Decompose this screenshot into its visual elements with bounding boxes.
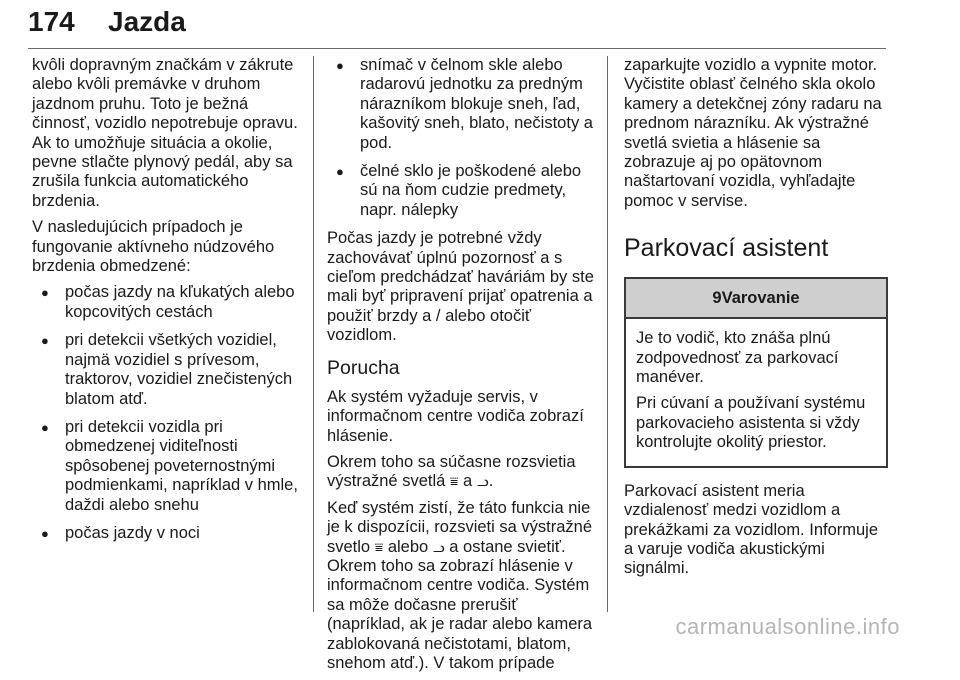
- watermark-bar: [0, 612, 960, 642]
- page-header: [28, 6, 888, 48]
- header-rule: [28, 48, 886, 49]
- paragraph: Parkovací asistent meria vzdialenosť medzi vozidlom a prekážkami za vozidlom. Informuje a varuje vodiča akustickými signálmi.: [624, 481, 879, 578]
- list-item: ● čelné sklo je poškodené alebo sú na ňom cudzie predmety, napr. nálepky: [327, 162, 599, 220]
- list-item: ● počas jazdy v noci: [32, 524, 300, 543]
- warning-icon: 9: [712, 289, 722, 308]
- collision-warning-icon: ⩸: [374, 538, 384, 555]
- watermark: carmanualsonline.info: [675, 614, 900, 639]
- paragraph: zaparkujte vozidlo a vypnite motor. Vyčistite oblasť čelného skla okolo kamery a detekčnej zóny radaru na prednom nárazníku. Ak výstražné svetlá svietia a hlásenie sa zobrazuje aj po opätovnom naštartovaní vozidla, vyhľadajte pomoc v servise.: [624, 56, 882, 210]
- lane-icon: ᓗ: [476, 473, 489, 490]
- warning-header: [626, 279, 886, 319]
- paragraph: Okrem toho sa súčasne rozsvietia výstražné svetlá ⩸ a ᓗ.: [327, 452, 576, 491]
- section-heading: Porucha: [327, 356, 400, 379]
- list-item: ● snímač v čelnom skle alebo radarovú jednotku za predným nárazníkom blokuje sneh, ľad, kašovitý sneh, blato, nečistoty a pod.: [327, 56, 599, 153]
- column-divider: [607, 56, 608, 612]
- chapter-title: Jazda: [108, 6, 186, 37]
- paragraph: Ak systém vyžaduje servis, v informačnom centre vodiča zobrazí hlásenie.: [327, 387, 584, 445]
- paragraph: kvôli dopravným značkám v zákrute alebo kvôli premávke v druhom jazdnom pruhu. Toto je bežná činnosť, vozidlo nepotrebuje opravu. Ak to umožňuje situácia a okolie, pevne stlačte plynový pedál, aby sa zrušila funkcia automatického brzdenia.: [32, 56, 298, 210]
- warning-box: [624, 277, 888, 467]
- lane-icon: ᓗ: [432, 538, 445, 555]
- list-item: ● pri detekcii všetkých vozidiel, najmä vozidiel s prívesom, traktorov, vozidiel znečistených blatom atď.: [32, 331, 300, 409]
- paragraph: Keď systém zistí, že táto funkcia nie je k dispozícii, rozsvieti sa výstražné svetlo ⩸ alebo ᓗ a ostane svietiť. Okrem toho sa zobrazí hlásenie v informačnom centre vodiča. Systém sa môže dočasne prerušiť (napríklad, ak je radar alebo kamera zablokovaná nečistotami, blatom, snehom atď.). V takom prípade: [327, 498, 593, 672]
- section-heading: Parkovací asistent: [624, 234, 829, 263]
- column-divider: [313, 56, 314, 612]
- paragraph: Počas jazdy je potrebné vždy zachovávať úplnú pozornosť a s cieľom predchádzať haváriám by ste mali byť pripravení prijať opatrenia a použiť brzdy a / alebo otočiť vozidlom.: [327, 229, 594, 345]
- list-item: ● pri detekcii vozidla pri obmedzenej viditeľnosti spôsobenej poveternostnými podmienkami, napríklad v hmle, daždi alebo snehu: [32, 418, 300, 515]
- page-number: 174: [28, 6, 75, 37]
- warning-title: Varovanie: [721, 289, 800, 308]
- paragraph: V nasledujúcich prípadoch je fungovanie aktívneho núdzového brzdenia obmedzené:: [32, 218, 275, 276]
- list-item: ● počas jazdy na kľukatých alebo kopcovitých cestách: [32, 283, 300, 322]
- warning-body: [626, 319, 886, 465]
- column-left: [32, 56, 300, 552]
- column-middle: [327, 56, 599, 680]
- column-right: [624, 56, 888, 586]
- bullet-list: [327, 56, 599, 220]
- paragraph: Pri cúvaní a používaní systému parkovacieho asistenta si vždy kontrolujte okolitý priestor.: [636, 394, 866, 452]
- collision-warning-icon: ⩸: [449, 473, 459, 490]
- paragraph: Je to vodič, kto znáša plnú zodpovednosť za parkovací manéver.: [636, 329, 839, 387]
- bullet-list: [32, 283, 300, 543]
